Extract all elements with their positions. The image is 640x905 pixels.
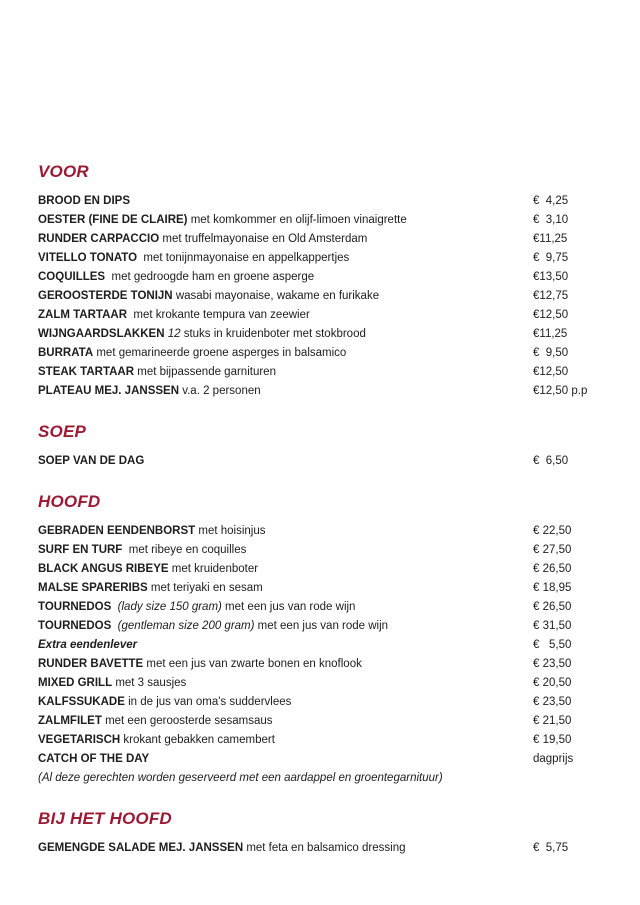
menu-item-row xyxy=(38,655,640,674)
menu-item-row xyxy=(38,693,640,712)
menu-item-price: € 23,50 xyxy=(533,696,572,708)
menu-item-text-run: VITELLO TONATO xyxy=(38,252,138,264)
section-title: SOEP xyxy=(38,422,87,441)
menu-item-price: € 31,50 xyxy=(533,620,572,632)
menu-item-price: € 4,25 xyxy=(533,195,569,207)
menu-item-row xyxy=(38,750,640,769)
menu-item-text xyxy=(38,363,533,382)
menu-item-text-run: met 3 sausjes xyxy=(112,677,187,689)
menu-item-text-run: KALFSSUKADE xyxy=(38,696,125,708)
menu-item-text-run: PLATEAU MEJ. JANSSEN xyxy=(38,385,180,397)
menu-item-text-run: TOURNEDOS xyxy=(38,620,112,632)
menu-item-text-run: met gedroogde ham en groene asperge xyxy=(105,271,315,283)
menu-item-text-run: met gemarineerde groene asperges in balsamico xyxy=(93,347,347,359)
menu-item-text xyxy=(38,769,533,788)
menu-item-price: € 6,50 xyxy=(533,455,569,467)
menu-item-row xyxy=(38,363,640,382)
menu-item-price: €12,50 p.p xyxy=(533,385,588,397)
menu-item-price: € 22,50 xyxy=(533,525,572,537)
menu-item-text-run: met truffelmayonaise en Old Amsterdam xyxy=(159,233,368,245)
section-rows xyxy=(38,522,640,788)
menu-item-text xyxy=(38,192,533,211)
menu-item-text-run: met krokante tempura van zeewier xyxy=(127,309,310,321)
menu-item-text-run: (gentleman size 200 gram) xyxy=(111,620,255,632)
menu-item-text-run: MIXED GRILL xyxy=(38,677,113,689)
menu-item-text xyxy=(38,522,533,541)
menu-item-price: € 26,50 xyxy=(533,563,572,575)
menu-item-text xyxy=(38,382,533,401)
menu-item-text xyxy=(38,598,533,617)
menu-item-row xyxy=(38,731,640,750)
menu-item-text xyxy=(38,211,533,230)
menu-item-text xyxy=(38,839,533,858)
menu-item-text xyxy=(38,693,533,712)
menu-item-text xyxy=(38,541,533,560)
menu-item-row xyxy=(38,617,640,636)
menu-item-text-run: GEBRADEN EENDENBORST xyxy=(38,525,196,537)
menu-item-text-run: WIJNGAARDSLAKKEN xyxy=(38,328,165,340)
menu-item-row xyxy=(38,560,640,579)
section-title: HOOFD xyxy=(38,492,101,511)
menu-item-row xyxy=(38,211,640,230)
menu-section xyxy=(38,421,640,471)
menu-item-text-run: ZALMFILET xyxy=(38,715,102,727)
menu-item-text-run: met een jus van rode wijn xyxy=(254,620,389,632)
menu-item-text-run: 12 xyxy=(164,328,181,340)
menu-item-text-run: MALSE SPARERIBS xyxy=(38,582,148,594)
menu-item-text xyxy=(38,655,533,674)
menu-item-text-run: met ribeye en coquilles xyxy=(122,544,247,556)
menu-item-row xyxy=(38,712,640,731)
section-rows xyxy=(38,192,640,401)
menu-item-row xyxy=(38,598,640,617)
menu-item-row xyxy=(38,230,640,249)
menu-item-text-run: wasabi mayonaise, wakame en furikake xyxy=(172,290,380,302)
section-rows xyxy=(38,452,640,471)
menu-item-price: € 18,95 xyxy=(533,582,572,594)
menu-item-row xyxy=(38,249,640,268)
section-title: VOOR xyxy=(38,162,89,181)
menu-item-price: € 27,50 xyxy=(533,544,572,556)
menu-item-text-run: RUNDER BAVETTE xyxy=(38,658,144,670)
menu-item-price: € 9,50 xyxy=(533,347,569,359)
menu-item-text-run: met een geroosterde sesamsaus xyxy=(101,715,273,727)
menu-item-text-run: CATCH OF THE DAY xyxy=(38,753,150,765)
menu-sections xyxy=(38,161,640,858)
menu-item-text-run: stuks in kruidenboter met stokbrood xyxy=(180,328,366,340)
menu-item-row xyxy=(38,306,640,325)
menu-item-text-run: ZALM TARTAAR xyxy=(38,309,127,321)
menu-item-text-run: met feta en balsamico dressing xyxy=(243,842,406,854)
menu-item-price: €12,50 xyxy=(533,309,569,321)
menu-item-text xyxy=(38,560,533,579)
menu-item-text xyxy=(38,344,533,363)
menu-item-text xyxy=(38,579,533,598)
menu-item-row xyxy=(38,579,640,598)
section-rows xyxy=(38,839,640,858)
menu-item-text-run: BLACK ANGUS RIBEYE xyxy=(38,563,169,575)
menu-item-text-run: (lady size 150 gram) xyxy=(111,601,222,613)
menu-item-price: € 21,50 xyxy=(533,715,572,727)
menu-item-text xyxy=(38,230,533,249)
menu-item-text-run: met kruidenboter xyxy=(168,563,259,575)
menu-item-price: € 3,10 xyxy=(533,214,569,226)
menu-item-text xyxy=(38,249,533,268)
menu-item-text-run: OESTER (FINE DE CLAIRE) xyxy=(38,214,188,226)
menu-item-text-run: COQUILLES xyxy=(38,271,106,283)
menu-item-text-run: met teriyaki en sesam xyxy=(147,582,263,594)
menu-item-text xyxy=(38,306,533,325)
menu-item-price: € 5,50 xyxy=(533,639,572,651)
menu-item-text-run: krokant gebakken camembert xyxy=(120,734,275,746)
menu-item-text xyxy=(38,636,533,655)
menu-item-text xyxy=(38,731,533,750)
menu-item-text-run: (Al deze gerechten worden geserveerd met een aardappel en groentegarnituur) xyxy=(38,772,443,784)
menu-item-price: € 23,50 xyxy=(533,658,572,670)
menu-item-text-run: met komkommer en olijf-limoen vinaigrette xyxy=(187,214,407,226)
menu-item-price: €11,25 xyxy=(533,233,568,245)
menu-item-price: € 20,50 xyxy=(533,677,572,689)
menu-item-price: € 9,75 xyxy=(533,252,569,264)
menu-item-text-run: STEAK TARTAAR xyxy=(38,366,135,378)
menu-item-row xyxy=(38,522,640,541)
menu-item-text-run: met een jus van rode wijn xyxy=(221,601,356,613)
menu-item-text xyxy=(38,750,533,769)
menu-item-row xyxy=(38,636,640,655)
menu-item-price: € 5,75 xyxy=(533,842,569,854)
menu-item-text xyxy=(38,617,533,636)
menu-item-text-run: SOEP VAN DE DAG xyxy=(38,455,145,467)
menu-item-text-run: in de jus van oma's suddervlees xyxy=(124,696,292,708)
menu-item-text-run: v.a. 2 personen xyxy=(179,385,261,397)
menu-item-text-run: GEMENGDE SALADE MEJ. JANSSEN xyxy=(38,842,244,854)
menu-section xyxy=(38,161,640,401)
menu-item-text-run: met een jus van zwarte bonen en knoflook xyxy=(143,658,362,670)
menu-item-text-run: SURF EN TURF xyxy=(38,544,123,556)
menu-item-row xyxy=(38,769,640,788)
menu-item-text-run: VEGETARISCH xyxy=(38,734,121,746)
menu-item-row xyxy=(38,344,640,363)
menu-item-text-run: Extra eendenlever xyxy=(38,639,138,651)
menu-item-row xyxy=(38,268,640,287)
menu-item-price: €11,25 xyxy=(533,328,568,340)
menu-item-price: dagprijs xyxy=(533,753,574,765)
menu-item-row xyxy=(38,287,640,306)
menu-item-price: €12,50 xyxy=(533,366,569,378)
menu-item-text-run: met tonijnmayonaise en appelkappertjes xyxy=(137,252,350,264)
section-title: BIJ HET HOOFD xyxy=(38,809,172,828)
menu-item-row xyxy=(38,192,640,211)
menu-item-text xyxy=(38,287,533,306)
menu-item-text-run: RUNDER CARPACCIO xyxy=(38,233,160,245)
menu-item-row xyxy=(38,382,640,401)
menu-item-text-run: TOURNEDOS xyxy=(38,601,112,613)
menu-item-text xyxy=(38,674,533,693)
menu-item-price: € 19,50 xyxy=(533,734,572,746)
menu-section xyxy=(38,808,640,858)
menu-item-row xyxy=(38,325,640,344)
menu-item-text xyxy=(38,268,533,287)
menu-section xyxy=(38,491,640,788)
menu-item-row xyxy=(38,674,640,693)
menu-item-row xyxy=(38,541,640,560)
menu-item-text-run: BURRATA xyxy=(38,347,94,359)
menu-item-row xyxy=(38,452,640,471)
menu-item-text-run: BROOD EN DIPS xyxy=(38,195,131,207)
menu-item-text xyxy=(38,325,533,344)
menu-item-price: €12,75 xyxy=(533,290,569,302)
menu-item-row xyxy=(38,839,640,858)
menu-item-text xyxy=(38,712,533,731)
menu-item-text-run: GEROOSTERDE TONIJN xyxy=(38,290,173,302)
menu-item-text xyxy=(38,452,533,471)
menu-item-price: € 26,50 xyxy=(533,601,572,613)
menu-item-text-run: met bijpassende garnituren xyxy=(134,366,276,378)
menu-item-price: €13,50 xyxy=(533,271,569,283)
menu-item-text-run: met hoisinjus xyxy=(195,525,266,537)
